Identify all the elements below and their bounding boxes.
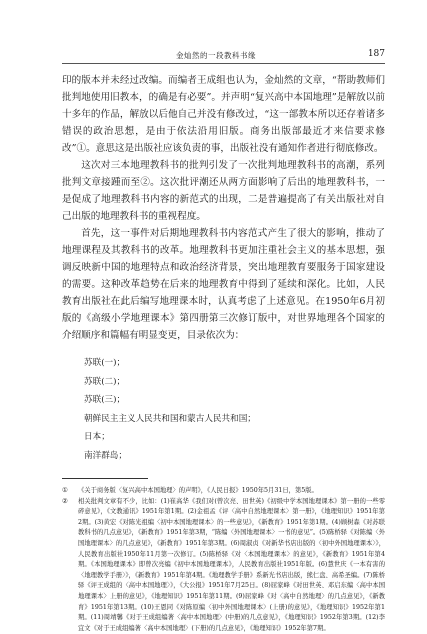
footnote-mark: ② bbox=[62, 497, 68, 505]
footnote-text: 《关于商务版〈复兴高中本国地理〉的声明》，《人民日报》1950年5月31日，第5版。 bbox=[78, 487, 318, 494]
footnote-text: 相关批判文章有不少，比如：(1)崔高华《我们对(曾次亮、田世英)《初级中学本国地理课本》第一册的一些零碎意见》，《文教通讯》1951年第1期。(2)金祖孟《评〈高中自然地理课本〉第一册》，《地理知识》1951年第2期。(3)黄宏《对陈光祖编〈初中本国地理课本〉的一些意见》，《新教育》1951年第1期。(4)顾树森《对苏联教科书的几点意见》，《新教育》1951年第3期，“陈编〈外国地理课本〉一书的意见”。(5)陈桥驿《对陈编〈外国地理课本〉的几点意见》，《新教育》1951年第3期。(6)周淑贞《对新华书店出版的〈初中外国地理课本〉》，人民教育出版社1950年11月第一次修订。(5)陈桥驿《对〈本国地理课本〉的意见》，《新教育》1951年第4期。《本国地理课本》即曾次亮编《初中本国地理课本》，人民教育出版社1951年版。(6)慧世庆《一本有害的〈地理教学手册〉》，《新教育》1951年第4期。《地理教学手册》系新光书店出版，熊仁盘、高希圣编。(7)陈桥驿《评王成组的〈高中本国地理〉》，《大公报》1951年7月25日。(8)屈家峰《对田世英、邓启东编〈高中本国地理课本〉上册的意见》，《地理知识》1951年第11期。(9)屈家峰《对〈高中自然地理〉的几点意见》，《新教育》1951年第13期。(10)王恩同《对陈原编〈初中外国地理课本〉(上册)的意见》，《地理知识》1952年第1期。(11)周靖馨《对于王成组编著〈高中本国地理〉(中册)的几点意见》，《地理知识》1952年第3期。(12)李宜文《对于王成组编著〈高中本国地理〉(下册)的几点意见》，《地理知识》1952年第7期。 bbox=[78, 497, 385, 632]
footnote bbox=[62, 486, 385, 497]
list-item: 朝鲜民主主义人民共和国和蒙古人民共和国； bbox=[84, 413, 256, 424]
table-of-contents-list bbox=[84, 354, 384, 465]
paragraph: 印的版本并未经过改编。而编者王成组也认为，金灿然的文章，“帮助教师们批判地使用旧教本，的确是有必要”。并声明“复兴高中本国地理”是解放以前十多年的作品，解放以后他自己并没有修改过，“这一部教本所以还存着诸多错误的政治思想，是由于依法沿用旧版。商务出版部最近才来信要求修改”①。意思这是出版社应该负责的事，出版社没有通知作者进行彻底修改。 bbox=[62, 75, 385, 154]
footnotes bbox=[62, 486, 385, 634]
paragraph: 这次对三本地理教科书的批判引发了一次批判地理教科书的高潮，系列批判文章接踵而至②。这次批评潮还从两方面影响了后出的地理教科书，一是促成了地理教科书内容的新范式的出现，二是普遍提高了有关出版社对自己出版的地理教科书的重视程度。 bbox=[62, 160, 385, 222]
list-item: 日本； bbox=[84, 432, 110, 442]
list-item: 苏联(二)； bbox=[84, 376, 126, 387]
footnote bbox=[62, 497, 385, 634]
list-item: 苏联(三)； bbox=[84, 395, 126, 405]
page-number: 187 bbox=[367, 49, 385, 59]
page-header bbox=[62, 49, 385, 64]
running-head: 金灿然的一段教科书缘 bbox=[176, 51, 256, 60]
list-item: 苏联(一)； bbox=[84, 358, 126, 368]
footnote-mark: ① bbox=[62, 487, 68, 494]
footnote-divider bbox=[62, 478, 148, 479]
paragraph: 首先，这一事件对后期地理教科书内容范式产生了很大的影响，推动了地理课程及其教科书的改革。地理教科书更加注重社会主义的基本思想，强调反映新中国的地理特点和政治经济背景，突出地理教育要服务于国家建设的需要。这种改革趋势在后来的地理教育中得到了延续和深化。比如，人民教育出版社在此后编写地理课本时，认真考虑了上述意见。在1950年6月初版的《高级小学地理课本》第四册第三次修订版中，对世界地理各个国家的介绍顺序和篇幅有明显变更，目录依次为： bbox=[62, 228, 385, 341]
list-item: 南洋群岛； bbox=[84, 450, 127, 461]
body-text bbox=[62, 72, 385, 344]
